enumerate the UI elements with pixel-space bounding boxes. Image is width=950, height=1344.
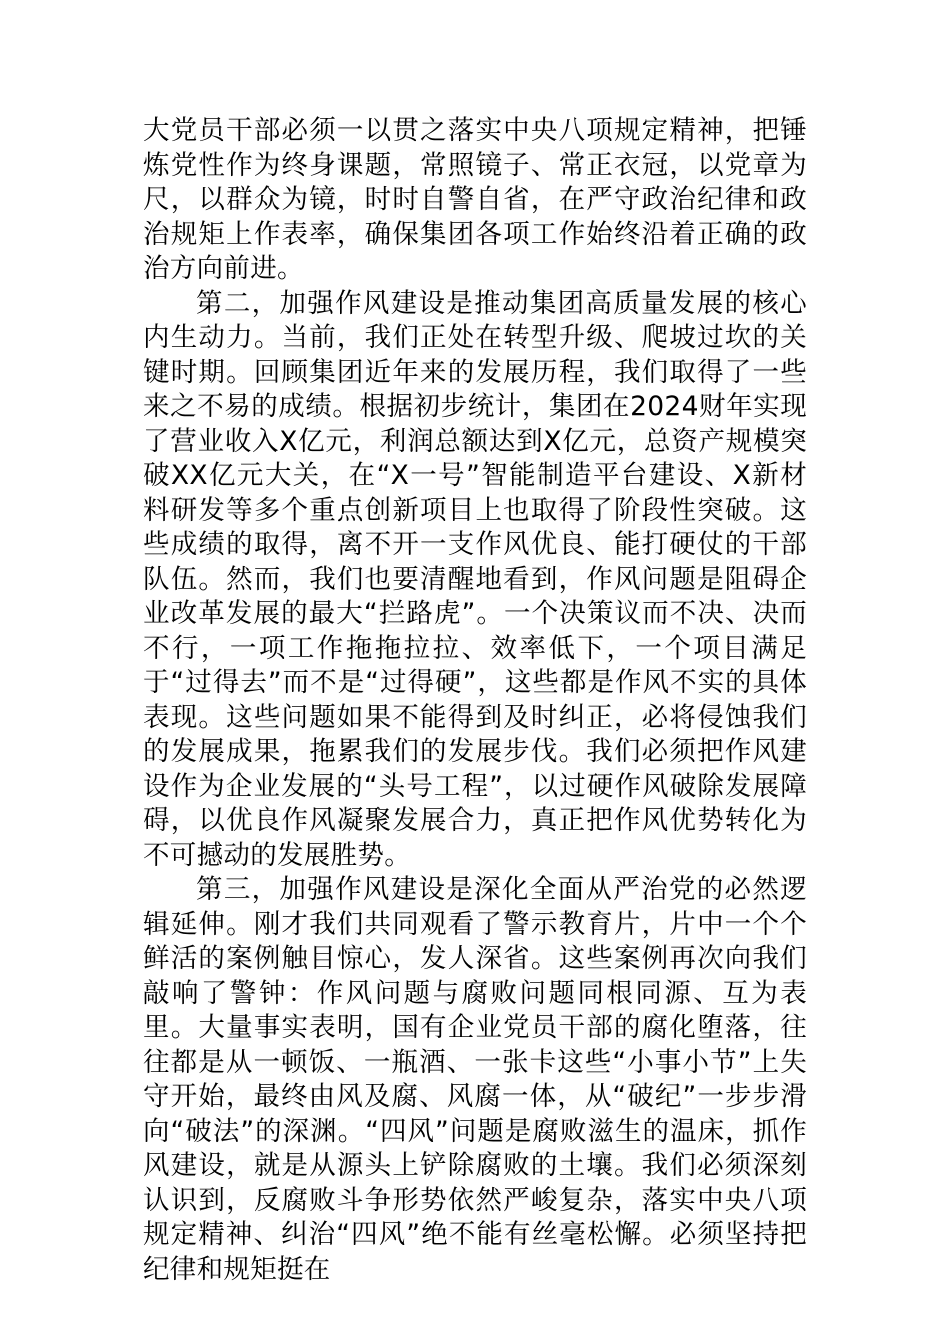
document-body <box>143 114 807 1287</box>
paragraph-third-point: 第三，加强作风建设是深化全面从严治党的必然逻辑延伸。刚才我们共同观看了警示教育片，片中一个个鲜活的案例触目惊心，发人深省。这些案例再次向我们敲响了警钟：作风问题与腐败问题同根同源、互为表里。大量事实表明，国有企业党员干部的腐化堕落，往往都是从一顿饭、一瓶酒、一张卡这些“小事小节”上失守开始，最终由风及腐、风腐一体，从“破纪”一步步滑向“破法”的深渊。“四风”问题是腐败滋生的温床，抓作风建设，就是从源头上铲除腐败的土壤。我们必须深刻认识到，反腐败斗争形势依然严峻复杂，落实中央八项规定精神、纠治“四风”绝不能有丝毫松懈。必须坚持把纪律和规矩挺在 <box>143 874 807 1285</box>
paragraph-second-point: 第二，加强作风建设是推动集团高质量发展的核心内生动力。当前，我们正处在转型升级、爬坡过坎的关键时期。回顾集团近年来的发展历程，我们取得了一些来之不易的成绩。根据初步统计，集团在2024财年实现了营业收入X亿元，利润总额达到X亿元，总资产规模突破XX亿元大关，在“X一号”智能制造平台建设、X新材料研发等多个重点创新项目上也取得了阶段性突破。这些成绩的取得，离不开一支作风优良、能打硬仗的干部队伍。然而，我们也要清醒地看到，作风问题是阻碍企业改革发展的最大“拦路虎”。一个决策议而不决、决而不行，一项工作拖拖拉拉、效率低下，一个项目满足于“过得去”而不是“过得硬”，这些都是作风不实的具体表现。这些问题如果不能得到及时纠正，必将侵蚀我们的发展成果，拖累我们的发展步伐。我们必须把作风建设作为企业发展的“头号工程”，以过硬作风破除发展障碍，以优良作风凝聚发展合力，真正把作风优势转化为不可撼动的发展胜势。 <box>143 287 807 871</box>
paragraph-continuation: 大党员干部必须一以贯之落实中央八项规定精神，把锤炼党性作为终身课题，常照镜子、常正衣冠，以党章为尺，以群众为镜，时时自警自省，在严守政治纪律和政治规矩上作表率，确保集团各项工作始终沿着正确的政治方向前进。 <box>143 115 807 284</box>
